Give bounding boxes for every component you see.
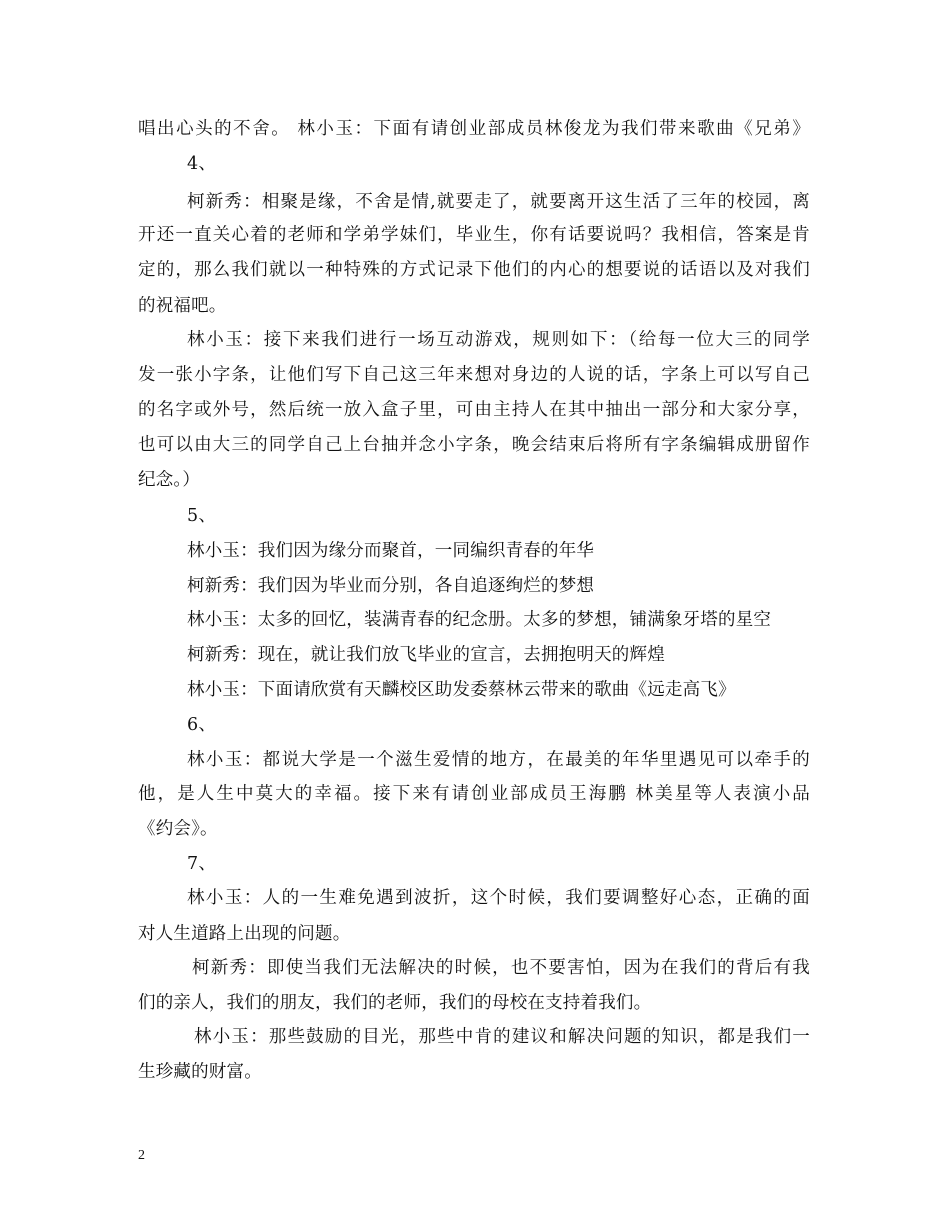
text-line: 林小玉：那些鼓励的目光，那些中肯的建议和解决问题的知识，都是我们一 (194, 1027, 810, 1047)
text-line: 生珍藏的财富。 (138, 1062, 262, 1082)
text-line: 林小玉：太多的回忆，装满青春的纪念册。太多的梦想，铺满象牙塔的星空 (187, 610, 772, 630)
text-line: 林小玉：都说大学是一个滋生爱情的地方，在最美的年华里遇见可以牵手的 (187, 750, 810, 770)
text-line: 唱出心头的不舍。 林小玉：下面有请创业部成员林俊龙为我们带来歌曲《兄弟》 (138, 119, 810, 139)
text-line: 林小玉：接下来我们进行一场互动游戏，规则如下：（给每一位大三的同学 (187, 330, 810, 350)
section-number: 6、 (187, 715, 217, 735)
text-line: 也可以由大三的同学自己上台抽并念小字条，晚会结束后将所有字条编辑成册留作 (138, 435, 810, 455)
text-line: 柯新秀：相聚是缘，不舍是情,就要走了，就要离开这生活了三年的校园，离 (187, 192, 810, 212)
text-line: 林小玉：我们因为缘分而聚首，一同编织青春的年华 (187, 541, 595, 561)
text-line: 柯新秀：我们因为毕业而分别，各自追逐绚烂的梦想 (187, 576, 595, 596)
text-line: 们的亲人，我们的朋友，我们的老师，我们的母校在支持着我们。 (138, 993, 652, 1013)
text-line: 的名字或外号，然后统一放入盒子里，可由主持人在其中抽出一部分和大家分享， (138, 400, 810, 420)
text-line: 柯新秀：即使当我们无法解决的时候，也不要害怕，因为在我们的背后有我 (192, 958, 810, 978)
section-number: 5、 (187, 506, 217, 526)
text-line: 纪念。） (138, 470, 201, 490)
text-line: 定的，那么我们就以一种特殊的方式记录下他们的内心的想要说的话语以及对我们 (138, 260, 810, 280)
text-line: 《约会》。 (138, 819, 218, 839)
section-number: 4、 (187, 154, 217, 174)
text-line: 的祝福吧。 (138, 296, 227, 316)
text-line: 林小玉：人的一生难免遇到波折，这个时候，我们要调整好心态，正确的面 (187, 888, 810, 908)
text-line: 开还一直关心着的老师和学弟学妹们，毕业生，你有话要说吗？我相信，答案是肯 (138, 225, 810, 245)
section-number: 7、 (187, 854, 217, 874)
text-line: 他，是人生中莫大的幸福。接下来有请创业部成员王海鹏 林美星等人表演小品 (138, 784, 810, 804)
page-number: 2 (138, 1148, 145, 1163)
text-line: 对人生道路上出现的问题。 (138, 924, 351, 944)
text-line: 柯新秀：现在，就让我们放飞毕业的宣言，去拥抱明天的辉煌 (187, 645, 665, 665)
text-line: 林小玉：下面请欣赏有天麟校区助发委蔡林云带来的歌曲《远走高飞》 (187, 680, 736, 700)
text-line: 发一张小字条，让他们写下自己这三年来想对身边的人说的话，字条上可以写自己 (138, 365, 810, 385)
